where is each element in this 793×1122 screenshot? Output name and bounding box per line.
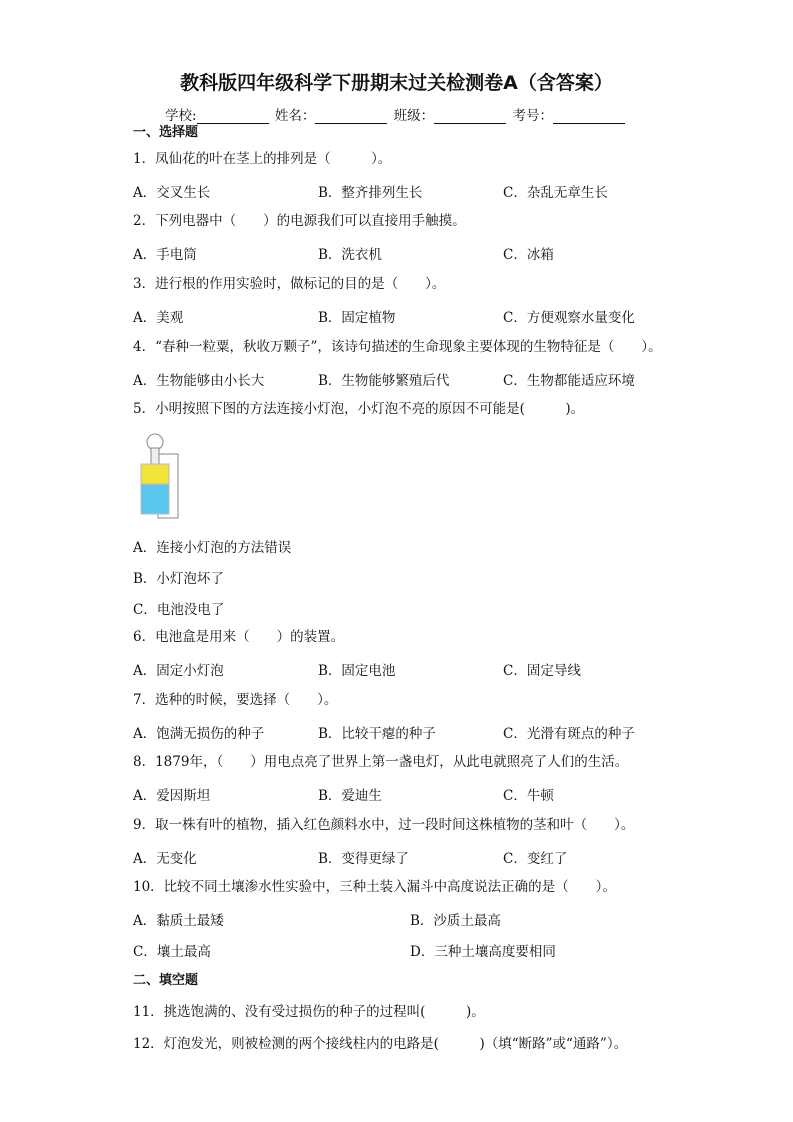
id-blank — [553, 109, 625, 124]
question-8: 8．1879年，（ ）用电点亮了世界上第一盏电灯，从此电就照亮了人们的生活。 — [133, 754, 629, 770]
option-1-A: A．交叉生长 — [133, 185, 211, 201]
student-info — [165, 104, 627, 124]
option-6-A: A．固定小灯泡 — [133, 663, 224, 679]
section-fill: 二、填空题 — [133, 973, 199, 988]
option-9-B: B．变得更绿了 — [318, 851, 409, 867]
school-blank — [197, 109, 269, 124]
option-10-D: D．三种土壤高度要相同 — [410, 944, 556, 960]
section-choice: 一、选择题 — [133, 125, 199, 140]
name-blank — [315, 109, 387, 124]
option-6-C: C．固定导线 — [503, 663, 581, 679]
question-6: 6．电池盒是用来（ ）的装置。 — [133, 629, 345, 645]
option-4-C: C．生物都能适应环境 — [503, 373, 635, 389]
question-4: 4．“春种一粒粟，秋收万颗子”，该诗句描述的生命现象主要体现的生物特征是（ ）。 — [133, 339, 662, 355]
question-2: 2．下列电器中（ ）的电源我们可以直接用手触摸。 — [133, 213, 466, 229]
option-2-B: B．洗衣机 — [318, 247, 382, 263]
fill-question-11: 11．挑选饱满的、没有受过损伤的种子的过程叫( )。 — [133, 1004, 485, 1020]
name-label: 姓名： — [274, 108, 316, 124]
option-5-A: A．连接小灯泡的方法错误 — [133, 540, 292, 556]
battery-bulb-figure — [138, 430, 188, 522]
option-4-A: A．生物能够由小长大 — [133, 373, 265, 389]
option-6-B: B．固定电池 — [318, 663, 396, 679]
option-7-C: C．光滑有斑点的种子 — [503, 726, 635, 742]
option-1-B: B．整齐排列生长 — [318, 185, 423, 201]
question-10: 10．比较不同土壤渗水性实验中，三种土装入漏斗中高度说法正确的是（ ）。 — [133, 879, 616, 895]
option-10-A: A．黏质土最矮 — [133, 913, 224, 929]
option-7-A: A．饱满无损伤的种子 — [133, 726, 265, 742]
page-title: 教科版四年级科学下册期末过关检测卷A（含答案） — [180, 72, 613, 94]
option-8-C: C．牛顿 — [503, 788, 554, 804]
option-10-B: B．沙质土最高 — [410, 913, 501, 929]
class-label: 班级： — [393, 108, 435, 124]
question-5: 5．小明按照下图的方法连接小灯泡，小灯泡不亮的原因不可能是( )。 — [133, 401, 585, 417]
option-1-C: C．杂乱无章生长 — [503, 185, 608, 201]
option-2-A: A．手电筒 — [133, 247, 197, 263]
option-8-B: B．爱迪生 — [318, 788, 382, 804]
option-3-B: B．固定植物 — [318, 310, 396, 326]
class-blank — [434, 109, 506, 124]
option-4-B: B．生物能够繁殖后代 — [318, 373, 450, 389]
question-7: 7．选种的时候，要选择（ ）。 — [133, 692, 338, 708]
option-10-C: C．壤土最高 — [133, 944, 211, 960]
option-7-B: B．比较干瘪的种子 — [318, 726, 436, 742]
option-3-A: A．美观 — [133, 310, 184, 326]
option-2-C: C．冰箱 — [503, 247, 554, 263]
question-3: 3．进行根的作用实验时，做标记的目的是（ ）。 — [133, 276, 446, 292]
option-9-C: C．变红了 — [503, 851, 568, 867]
option-8-A: A．爱因斯坦 — [133, 788, 211, 804]
school-label: 学校: — [165, 108, 197, 124]
option-9-A: A．无变化 — [133, 851, 197, 867]
option-5-C: C．电池没电了 — [133, 602, 225, 618]
id-label: 考号： — [512, 108, 553, 124]
fill-question-12: 12．灯泡发光，则被检测的两个接线柱内的电路是( )（填“断路”或“通路”）。 — [133, 1036, 628, 1052]
question-1: 1．凤仙花的叶在茎上的排列是（ ）。 — [133, 151, 392, 167]
option-3-C: C．方便观察水量变化 — [503, 310, 635, 326]
question-9: 9．取一株有叶的植物，插入红色颜料水中，过一段时间这株植物的茎和叶（ ）。 — [133, 817, 635, 833]
option-5-B: B．小灯泡坏了 — [133, 571, 224, 587]
